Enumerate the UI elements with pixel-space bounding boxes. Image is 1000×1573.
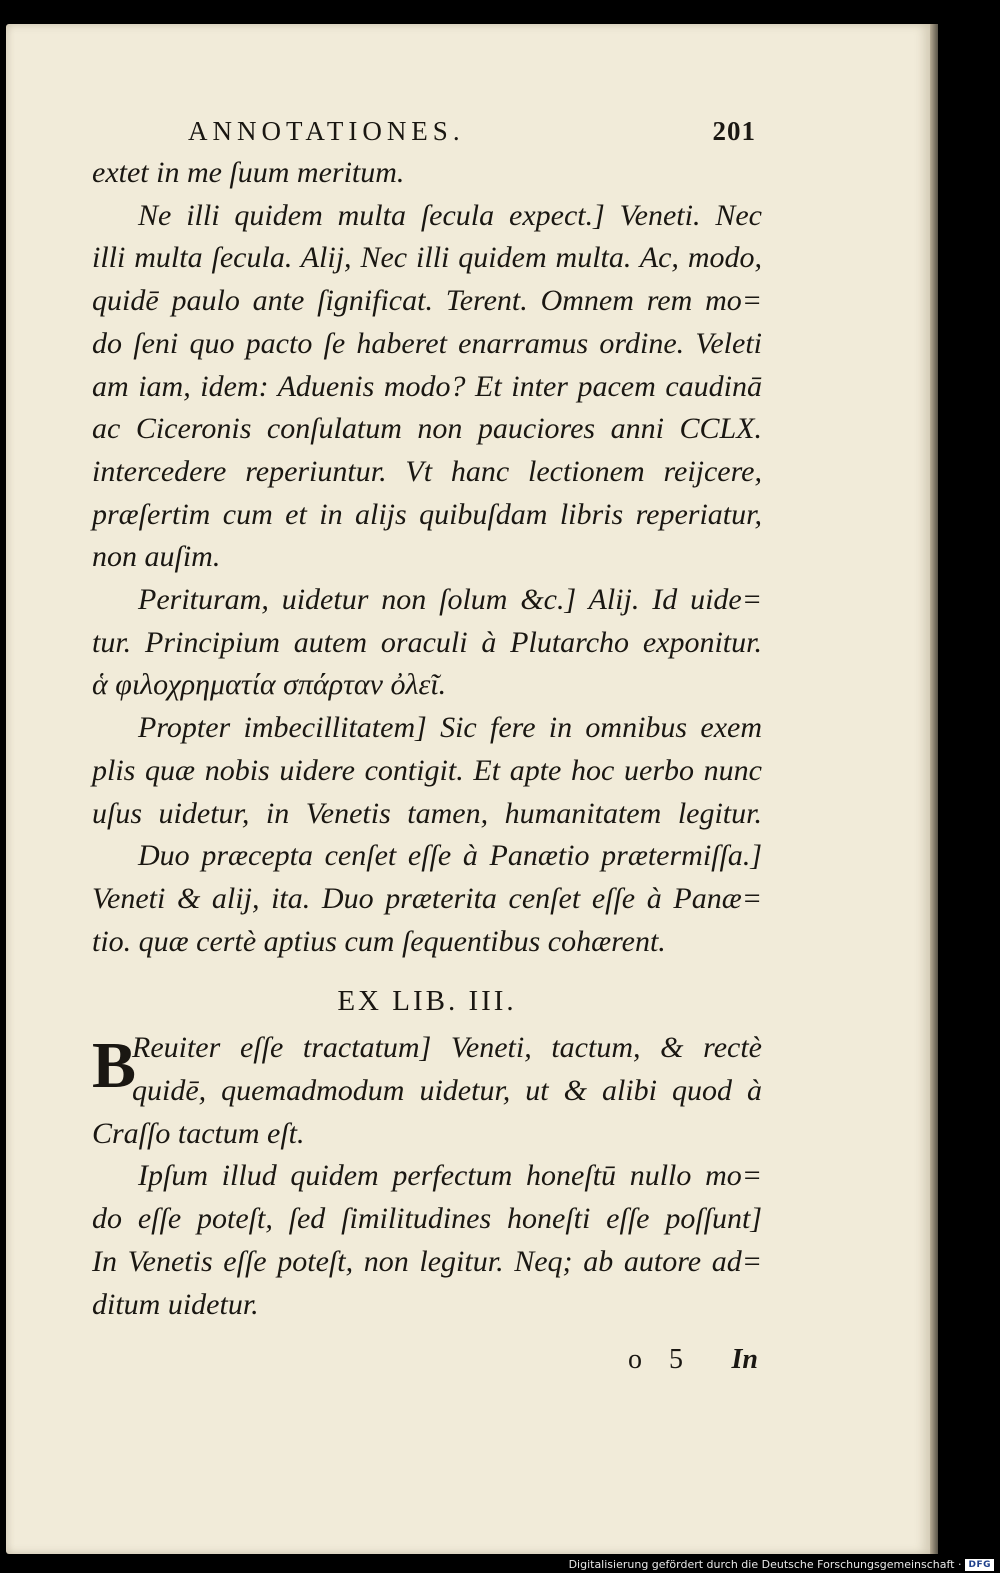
- text-line: do ſeni quo pacto ſe haberet enarramus ordine. Veleti: [92, 326, 762, 360]
- paragraph-6: [92, 1027, 762, 1155]
- paragraph-4: [92, 707, 762, 835]
- book-page: [6, 24, 930, 1554]
- signature-mark: o 5: [628, 1344, 693, 1376]
- digitization-credit: [569, 1558, 994, 1571]
- text-line: Duo præcepta cenſet eſſe à Panætio prætermiſſa.]: [138, 839, 762, 873]
- text-line: Ne illi quidem multa ſecula expect.] Veneti. Nec: [138, 198, 762, 232]
- text-line: Ipſum illud quidem perfectum honeſtū nullo mo=: [138, 1159, 762, 1193]
- text-line: tio. quæ certè aptius cum ſequentibus cohærent.: [92, 924, 666, 958]
- text-line: extet in me ſuum meritum.: [92, 156, 405, 189]
- text-line: Perituram, uidetur non ſolum &c.] Alij. Id uide=: [138, 583, 762, 617]
- text-line: tur. Principium autem oraculi à Plutarcho exponitur.: [92, 625, 762, 659]
- page-number: 201: [712, 116, 756, 146]
- text-line: plis quæ nobis uidere contigit. Et apte hoc uerbo nunc: [92, 753, 762, 787]
- paragraph-1: [92, 152, 762, 195]
- paragraph-5: [92, 835, 762, 963]
- text-line: illi multa ſecula. Alij, Nec illi quidem multa. Ac, modo,: [92, 241, 762, 275]
- text-line: uſus uidetur, in Venetis tamen, humanitatem legitur.: [92, 796, 762, 830]
- text-line: do eſſe poteſt, ſed ſimilitudines honeſti eſſe poſſunt]: [92, 1202, 762, 1236]
- text-line: intercedere reperiuntur. Vt hanc lectionem reijcere,: [92, 454, 762, 488]
- running-header: [92, 114, 762, 152]
- signature-line: [92, 1334, 762, 1382]
- text-line: ac Ciceronis conſulatum non pauciores anni CCLX.: [92, 412, 762, 446]
- text-line: quidē paulo ante ſignificat. Terent. Omnem rem mo=: [92, 284, 762, 318]
- text-line: quidē, quemadmodum uidetur, ut & alibi quod à: [132, 1074, 762, 1108]
- drop-capital: B: [92, 1029, 137, 1103]
- text-line: Craſſo tactum eſt.: [92, 1116, 305, 1150]
- running-title: ANNOTATIONES.: [188, 116, 465, 146]
- text-line: ditum uidetur.: [92, 1287, 259, 1321]
- page-edge: [930, 24, 938, 1554]
- text-block: [92, 114, 762, 1382]
- section-heading: EX LIB. III.: [337, 985, 517, 1018]
- text-line: præſertim cum et in alijs quibuſdam libris reperiatur,: [92, 497, 762, 531]
- catchword: In: [731, 1344, 758, 1376]
- text-line: Veneti & alij, ita. Duo præterita cenſet eſſe à Panæ=: [92, 881, 762, 915]
- text-line: non auſim.: [92, 540, 221, 574]
- text-line: In Venetis eſſe poteſt, non legitur. Neq; ab autore ad=: [92, 1244, 762, 1278]
- paragraph-7: [92, 1155, 762, 1326]
- text-line: am iam, idem: Aduenis modo? Et inter pacem caudinā: [92, 369, 762, 403]
- text-line: Reuiter eſſe tractatum] Veneti, tactum, & rectè: [132, 1031, 762, 1065]
- greek-line: ἁ φιλοχρηματία σπάρταν ὀλεῖ.: [92, 668, 447, 702]
- text-line: Propter imbecillitatem] Sic fere in omnibus exem: [138, 711, 762, 745]
- dfg-logo: DFG: [965, 1559, 994, 1571]
- paragraph-3: [92, 579, 762, 707]
- credit-text: Digitalisierung gefördert durch die Deutsche Forschungsgemeinschaft ·: [568, 1558, 962, 1571]
- paragraph-2: [92, 195, 762, 579]
